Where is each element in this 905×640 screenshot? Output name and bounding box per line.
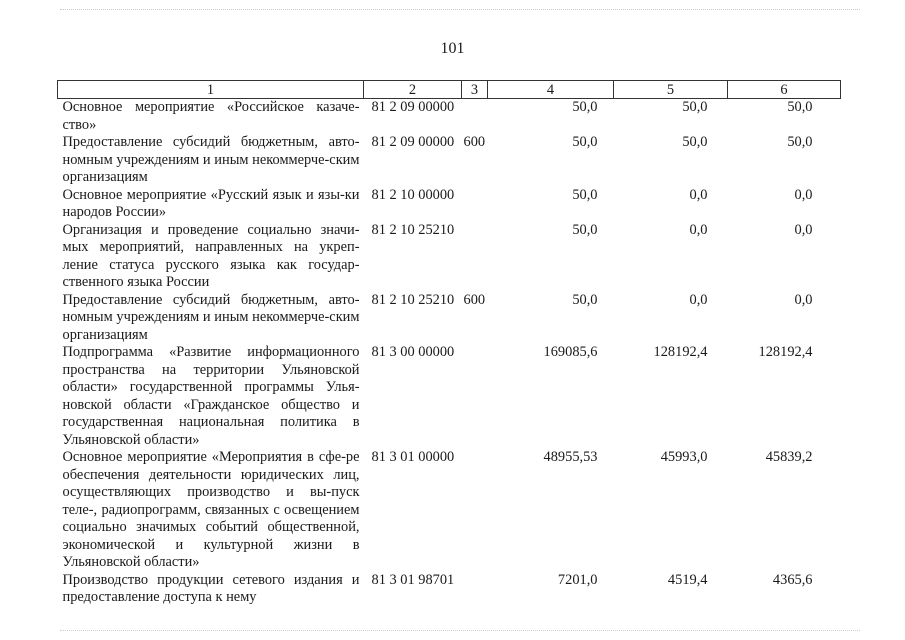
row-name: Основное мероприятие «Русский язык и язы-ки народов России» <box>62 186 360 220</box>
row-name: Основное мероприятие «Мероприятия в сфе-ре обеспечения деятельности юридических лиц, осуществляющих производство и вы-пуск теле-, радиопрограмм, связанных с освещением социально значимых событий общественной, экономической и культурной жизни в Ульяновской области» <box>62 449 360 570</box>
row-value-5: 50,0 <box>682 134 708 150</box>
table-row <box>58 134 841 187</box>
header-col-6: 6 <box>728 81 841 99</box>
row-value-4: 50,0 <box>572 134 598 150</box>
row-value-6: 0,0 <box>794 291 813 308</box>
table-row <box>58 572 841 607</box>
header-col-2: 2 <box>364 81 462 99</box>
table-body <box>58 99 841 607</box>
row-value-6: 128192,4 <box>758 344 813 360</box>
row-code: 81 3 01 00000 <box>371 449 455 465</box>
row-value-5: 0,0 <box>689 186 708 203</box>
row-name: Предоставление субсидий бюджетным, авто-номным учреждениям и иным некоммерче-ским организациям <box>62 134 360 185</box>
header-col-3: 3 <box>462 81 488 99</box>
row-kind <box>462 572 488 607</box>
row-value-5: 128192,4 <box>653 344 708 360</box>
row-value-6: 45839,2 <box>765 449 813 465</box>
header-col-1: 1 <box>58 81 364 99</box>
row-value-4: 48955,53 <box>543 449 598 465</box>
row-value-4: 50,0 <box>572 99 598 115</box>
row-value-4: 50,0 <box>572 221 598 238</box>
row-value-5: 50,0 <box>682 99 708 115</box>
row-kind <box>462 222 488 292</box>
row-kind <box>462 449 488 572</box>
scan-artifact-bottom <box>60 630 860 631</box>
row-kind: 600 <box>463 291 486 308</box>
row-value-4: 50,0 <box>572 186 598 203</box>
row-value-6: 4365,6 <box>772 571 813 588</box>
row-name: Организация и проведение социально значи-мых мероприятий, направленных на укреп-ление статуса русского языка как государ-ственного языка России <box>62 221 360 290</box>
row-name: Подпрограмма «Развитие информационного пространства на территории Ульяновской области» государственной программы Улья-новской области «Гражданское общество и государственная национальная политика в Ульяновской области» <box>62 344 360 448</box>
row-value-6: 50,0 <box>787 99 813 115</box>
table-row <box>58 449 841 572</box>
row-value-5: 0,0 <box>689 291 708 308</box>
row-value-6: 0,0 <box>794 186 813 203</box>
row-name: Основное мероприятие «Российское казаче-ство» <box>62 99 360 133</box>
budget-table-container <box>57 80 840 607</box>
row-value-4: 50,0 <box>572 291 598 308</box>
header-col-5: 5 <box>614 81 728 99</box>
row-kind: 600 <box>463 134 486 150</box>
page-number: 101 <box>440 40 465 57</box>
row-value-5: 0,0 <box>689 221 708 238</box>
row-value-6: 50,0 <box>787 134 813 150</box>
row-code: 81 2 10 00000 <box>371 186 455 203</box>
header-col-4: 4 <box>488 81 614 99</box>
row-value-6: 0,0 <box>794 221 813 238</box>
row-kind <box>462 187 488 222</box>
row-value-5: 45993,0 <box>660 449 708 465</box>
row-value-4: 169085,6 <box>543 344 598 360</box>
header-row <box>58 81 841 99</box>
row-code: 81 3 01 98701 <box>371 571 455 588</box>
table-row <box>58 99 841 135</box>
row-kind <box>462 99 488 135</box>
table-header <box>58 81 841 99</box>
table-row <box>58 344 841 449</box>
row-kind <box>462 344 488 449</box>
row-name: Производство продукции сетевого издания и предоставление доступа к нему <box>62 571 360 605</box>
row-name: Предоставление субсидий бюджетным, авто-номным учреждениям и иным некоммерче-ским организациям <box>62 291 360 343</box>
budget-table <box>57 80 841 607</box>
row-code: 81 3 00 00000 <box>371 344 455 360</box>
row-value-5: 4519,4 <box>667 571 708 588</box>
table-row <box>58 292 841 345</box>
scan-artifact-top <box>60 9 860 10</box>
row-code: 81 2 09 00000 <box>371 134 455 150</box>
table-row <box>58 187 841 222</box>
row-code: 81 2 10 25210 <box>371 221 455 238</box>
row-code: 81 2 09 00000 <box>371 99 455 115</box>
row-value-4: 7201,0 <box>557 571 598 588</box>
table-row <box>58 222 841 292</box>
row-code: 81 2 10 25210 <box>371 291 455 308</box>
